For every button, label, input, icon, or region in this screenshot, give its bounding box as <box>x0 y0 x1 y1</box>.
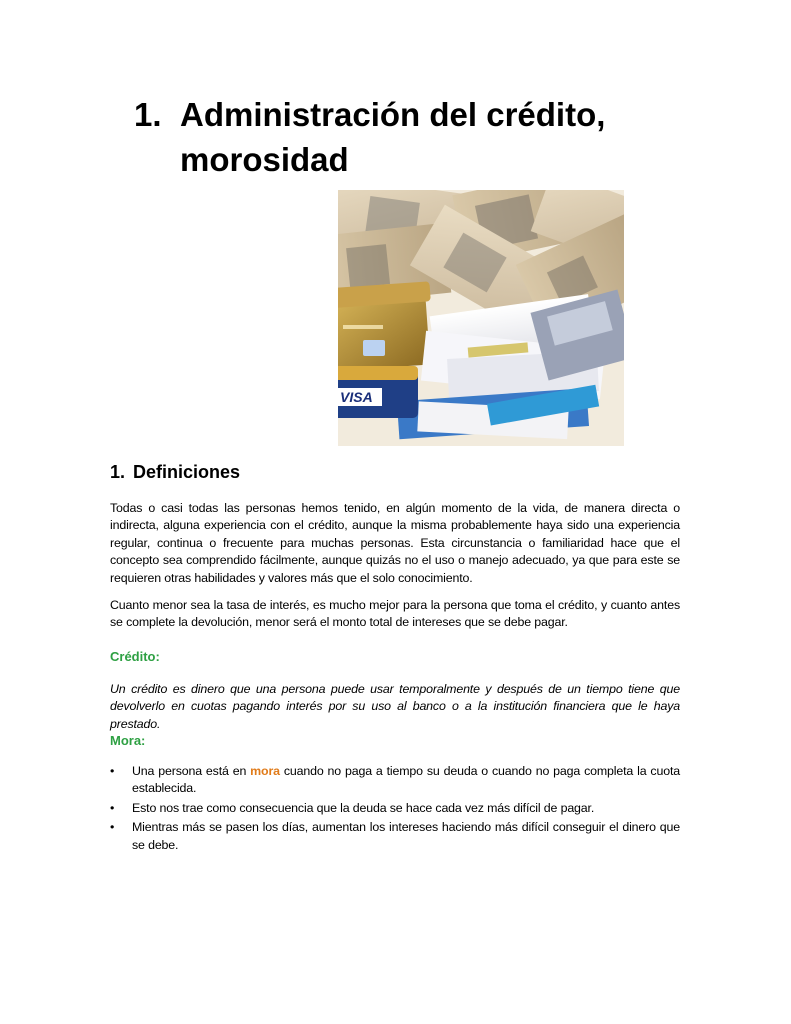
credito-heading: Crédito: <box>110 649 160 664</box>
mora-list <box>110 763 680 856</box>
money-and-cards-image <box>338 190 624 446</box>
page-title <box>134 92 694 182</box>
bullet-icon: • <box>110 800 115 815</box>
paragraph-intro: Todas o casi todas las personas hemos tenido, en algún momento de la vida, de manera directa o indirecta, alguna experiencia con el crédito, aunque la misma probablemente haya sido una experiencia regular, continua o frecuente para muchas personas. Esta circunstancia o familiaridad hace que el concepto sea comprendido fácilmente, aunque quizás no el uso o manejo adecuado, ya que para este se requieren otras habilidades y valores más que el solo conocimiento. <box>110 501 680 585</box>
mora-highlight: mora <box>250 764 280 778</box>
section-heading <box>110 461 240 483</box>
section-number: 1. <box>110 462 126 482</box>
list-item-text: Mientras más se pasen los días, aumentan los intereses haciendo más difícil conseguir el dinero que se debe. <box>132 820 680 852</box>
credito-definition: Un crédito es dinero que una persona puede usar temporalmente y después de un tiempo tiene que devolverlo en cuotas pagando interés por su uso al banco o a la institución financiera que le haya prestado. <box>110 682 680 731</box>
title-number: 1. <box>134 96 162 133</box>
list-item <box>110 819 680 854</box>
section-title: Definiciones <box>133 462 241 482</box>
mora-heading: Mora: <box>110 733 146 748</box>
list-item <box>110 800 680 817</box>
paragraph-interest: Cuanto menor sea la tasa de interés, es mucho mejor para la persona que toma el crédito, y cuanto antes se complete la devolución, menor será el monto total de intereses que se debe pagar. <box>110 598 680 630</box>
list-item-text: Esto nos trae como consecuencia que la deuda se hace cada vez más difícil de pagar. <box>132 800 595 815</box>
list-item <box>110 763 680 798</box>
bullet-icon: • <box>110 764 115 778</box>
title-text: Administración del crédito, morosidad <box>180 96 606 178</box>
list-item-text-cont: cuando no paga a tiempo su deuda o cuando no paga completa la cuota establecida. <box>132 764 680 796</box>
visa-card-text: VISA <box>340 389 373 405</box>
list-item-text: Una persona está en <box>132 764 251 778</box>
bullet-icon: • <box>110 820 115 835</box>
